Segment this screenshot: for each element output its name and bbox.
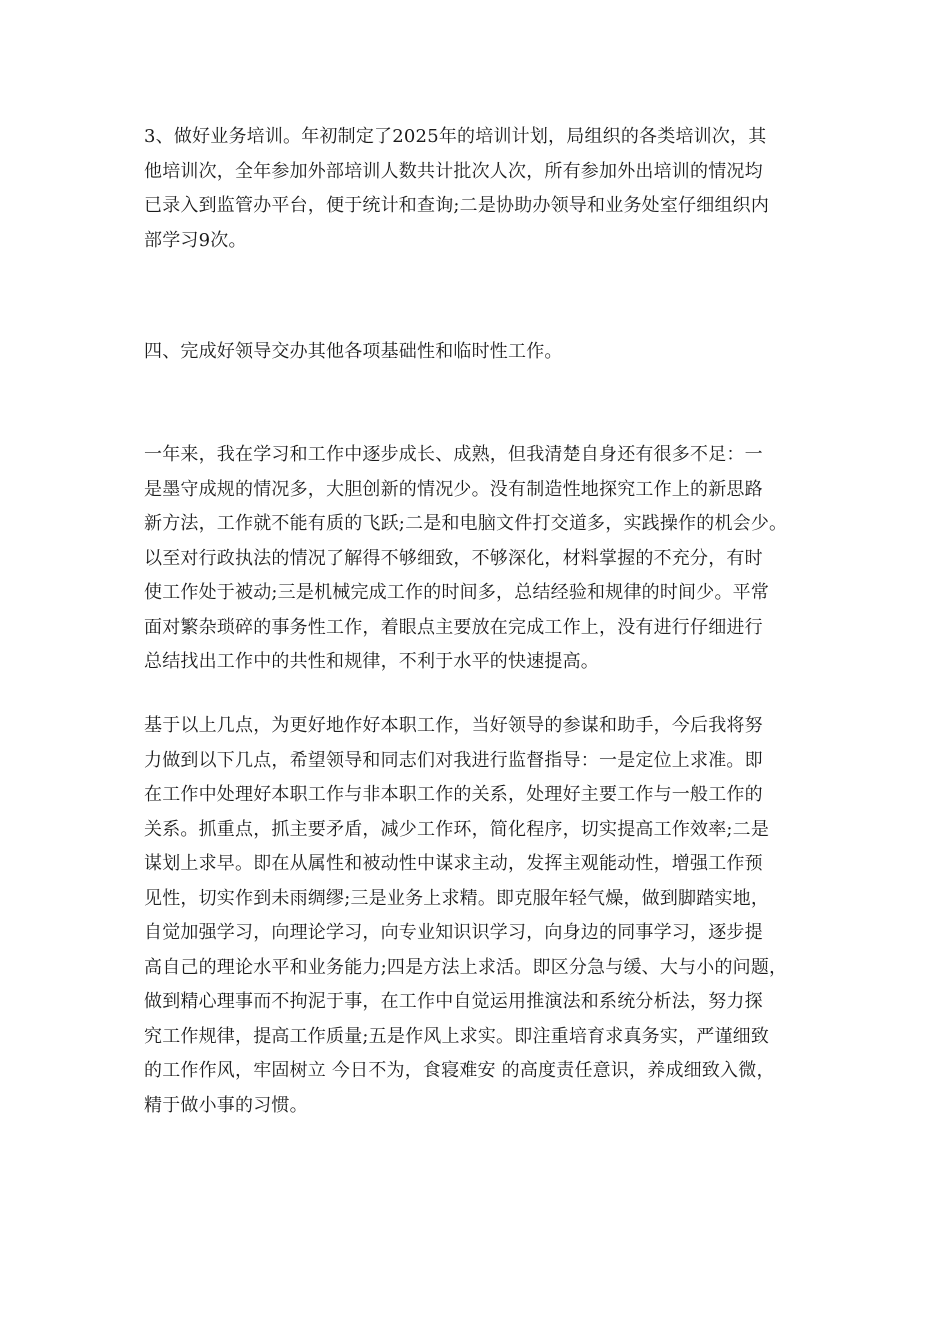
text-line: 以至对行政执法的情况了解得不够细致，不够深化，材料掌握的不充分，有时: [144, 547, 763, 569]
text-line: 四、完成好领导交办其他各项基础性和临时性工作。: [144, 341, 563, 362]
text-line: 他培训次，全年参加外部培训人数共计批次人次，所有参加外出培训的情况均: [144, 160, 763, 182]
paragraph-shortcomings: [144, 438, 834, 680]
text-line: 已录入到监管办平台，便于统计和查询;二是协助办领导和业务处室仔细组织内: [144, 195, 770, 216]
text-line: 使工作处于被动;三是机械完成工作的时间多，总结经验和规律的时间少。平常: [144, 582, 770, 603]
text-line: 总结找出工作中的共性和规律，不利于水平的快速提高。: [144, 651, 599, 672]
section-heading: [144, 335, 834, 370]
text-line: 是墨守成规的情况多，大胆创新的情况少。没有制造性地探究工作上的新思路: [144, 478, 763, 500]
text-line: 在工作中处理好本职工作与非本职工作的关系，处理好主要工作与一般工作的: [144, 784, 763, 805]
text-line: 自觉加强学习，向理论学习，向专业知识识学习，向身边的同事学习，逐步提: [144, 922, 763, 943]
text-line: 的工作作风，牢固树立 今日不为，食寝难安 的高度责任意识，养成细致入微，: [144, 1060, 775, 1081]
text-line: 关系。抓重点，抓主要矛盾，减少工作环，简化程序，切实提高工作效率;二是: [144, 818, 770, 840]
text-line: 做到精心理事而不拘泥于事，在工作中自觉运用推演法和系统分析法，努力探: [144, 991, 763, 1012]
text-line: 部学习9次。: [144, 229, 247, 251]
text-line: 精于做小事的习惯。: [144, 1094, 308, 1116]
text-line: 究工作规律，提高工作质量;五是作风上求实。即注重培育求真务实，严谨细致: [144, 1025, 770, 1047]
paragraph-plans: [144, 709, 834, 1123]
text-line: 新方法，工作就不能有质的飞跃;二是和电脑文件打交道多，实践操作的机会少。: [144, 513, 788, 534]
text-line: 基于以上几点，为更好地作好本职工作，当好领导的参谋和助手，今后我将努: [144, 715, 763, 736]
text-line: 力做到以下几点，希望领导和同志们对我进行监督指导：一是定位上求准。即: [144, 749, 763, 771]
text-line: 面对繁杂琐碎的事务性工作，着眼点主要放在完成工作上，没有进行仔细进行: [144, 616, 763, 638]
text-line: 一年来，我在学习和工作中逐步成长、成熟，但我清楚自身还有很多不足：一: [144, 444, 763, 465]
text-line: 3、做好业务培训。年初制定了2025年的培训计划，局组织的各类培训次，其: [144, 126, 767, 147]
paragraph-training: [144, 120, 834, 258]
text-line: 见性，切实作到未雨绸缪;三是业务上求精。即克服年轻气燥，做到脚踏实地，: [144, 887, 770, 909]
text-line: 高自己的理论水平和业务能力;四是方法上求活。即区分急与缓、大与小的问题，: [144, 956, 788, 978]
text-line: 谋划上求早。即在从属性和被动性中谋求主动，发挥主观能动性，增强工作预: [144, 853, 763, 874]
